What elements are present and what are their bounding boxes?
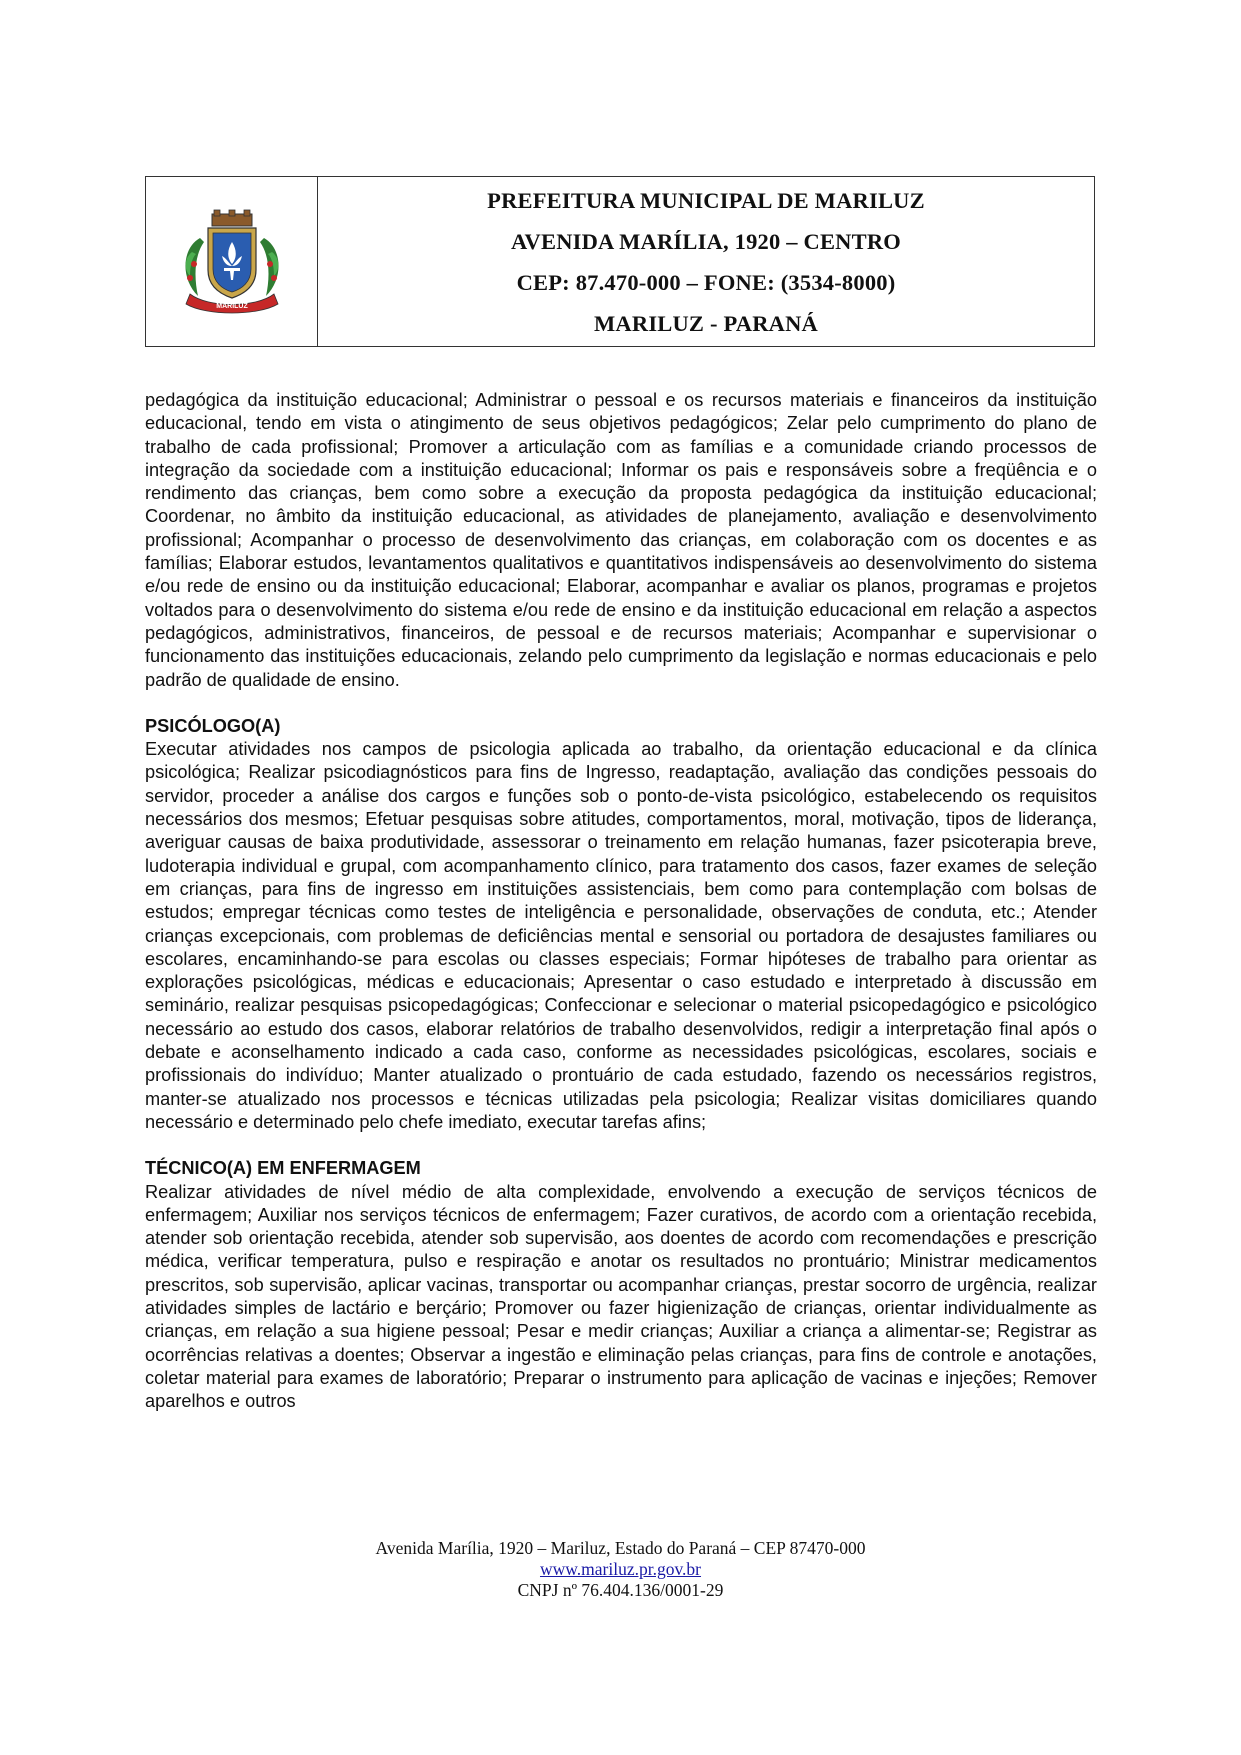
- logo-cell: [146, 177, 318, 346]
- municipality-address: AVENIDA MARÍLIA, 1920 – CENTRO: [510, 229, 901, 255]
- footer-cnpj: CNPJ nº 76.404.136/0001-29: [517, 1580, 724, 1600]
- municipality-name: PREFEITURA MUNICIPAL DE MARILUZ: [487, 188, 925, 214]
- footer-address: Avenida Marília, 1920 – Mariluz, Estado do Paraná – CEP 87470-000: [375, 1538, 866, 1558]
- section-title-psicologo: PSICÓLOGO(A): [145, 715, 281, 736]
- intro-paragraph: pedagógica da instituição educacional; Administrar o pessoal e os recursos materiais e financeiros da instituição educacional, tendo em vista o atingimento de seus objetivos pedagógicos; Zelar pelo cumprimento do plano de trabalho de cada profissional; Promover a articulação com as famílias e a comunidade criando processos de integração da sociedade com a instituição educacional; Informar os pais e responsáveis sobre a freqüência e o rendimento das crianças, bem como sobre a execução da proposta pedagógica da instituição educacional; Coordenar, no âmbito da instituição educacional, as atividades de planejamento, avaliação e desenvolvimento profissional; Acompanhar o processo de desenvolvimento das crianças, em colaboração com os docentes e as famílias; Elaborar estudos, levantamentos qualitativos e quantitativos indispensáveis ao desenvolvimento do sistema e/ou rede de ensino ou da instituição educacional; Elaborar, acompanhar e avaliar os planos, programas e projetos voltados para o desenvolvimento do sistema e/ou rede de ensino e da instituição educacional em relação a aspectos pedagógicos, administrativos, financeiros, de pessoal e de recursos materiais; Acompanhar e supervisionar o funcionamento das instituições educacionais, zelando pelo cumprimento da legislação e normas educacionais e pelo padrão de qualidade de ensino.: [145, 390, 1097, 690]
- footer-website-link[interactable]: www.mariluz.pr.gov.br: [539, 1559, 702, 1579]
- letterhead: [145, 176, 1095, 347]
- mariluz-coat-of-arms-icon: [172, 208, 292, 316]
- section-title-tecnico-enfermagem: TÉCNICO(A) EM ENFERMAGEM: [145, 1158, 421, 1179]
- letterhead-text: [318, 177, 1094, 346]
- section-text-psicologo: Executar atividades nos campos de psicologia aplicada ao trabalho, da orientação educacional e da clínica psicológica; Realizar psicodiagnósticos para fins de Ingresso, readaptação, avaliação das condições pessoais do servidor, proceder a análise dos cargos e funções sob o ponto-de-vista psicológico, estabelecendo os requisitos necessários dos mesmos; Efetuar pesquisas sobre atitudes, comportamentos, moral, motivação, tipos de liderança, averiguar causas de baixa produtividade, assessorar o treinamento em relação humanas, fazer psicoterapia breve, ludoterapia individual e grupal, com acompanhamento clínico, para tratamento dos casos, fazer exames de seleção em crianças, para fins de ingresso em instituições assistenciais, bem como para contemplação com bolsas de estudos; empregar técnicas como testes de inteligência e personalidade, observações de conduta, etc.; Atender crianças excepcionais, com problemas de deficiências mental e sensorial ou portadora de desajustes familiares ou escolares, encaminhando-se para escolas ou classes especiais; Formar hipóteses de trabalho para orientar as explorações psicológicas, médicas e educacionais; Apresentar o caso estudado e interpretado à discussão em seminário, realizar pesquisas psicopedagógicas; Confeccionar e selecionar o material psicopedagógico e psicológico necessário ao estudo dos casos, elaborar relatórios de trabalho desenvolvidos, redigir a interpretação final após o debate e aconselhamento indicado a cada caso, conforme as necessidades psicológicas, escolares, sociais e profissionais do indivíduo; Manter atualizado o prontuário de cada estudado, fazendo os necessários registros, manter-se atualizado nos processos e técnicas utilizadas pela psicologia; Realizar visitas domiciliares quando necessário e determinado pelo chefe imediato, executar tarefas afins;: [145, 739, 1097, 1132]
- municipality-city-state: MARILUZ - PARANÁ: [593, 310, 818, 336]
- logo-ribbon-text: MARILUZ: [215, 302, 248, 310]
- document-body: [145, 389, 1097, 1413]
- section-text-tecnico-enfermagem: Realizar atividades de nível médio de alta complexidade, envolvendo a execução de serviços técnicos de enfermagem; Auxiliar nos serviços técnicos de enfermagem; Fazer curativos, de acordo com a orientação recebida, atender sob orientação recebida, atender sob supervisão, aos doentes de acordo com recomendações e prescrição médica, verificar temperatura, pulso e respiração e anotar os resultados no prontuário; Ministrar medicamentos prescritos, sob supervisão, aplicar vacinas, transportar ou acompanhar crianças, prestar socorro de urgência, realizar atividades simples de lactário e berçário; Promover ou fazer higienização de crianças, orientar individualmente as crianças, em relação a sua higiene pessoal; Pesar e medir crianças; Auxiliar a criança a alimentar-se; Registrar as ocorrências relativas a doentes; Observar a ingestão e eliminação pelas crianças, para fins de controle e anotações, coletar material para exames de laboratório; Preparar o instrumento para aplicação de vacinas e injeções; Remover aparelhos e outros: [145, 1181, 1097, 1412]
- page-footer: [0, 1538, 1241, 1601]
- municipality-contact: CEP: 87.470-000 – FONE: (3534-8000): [516, 269, 896, 295]
